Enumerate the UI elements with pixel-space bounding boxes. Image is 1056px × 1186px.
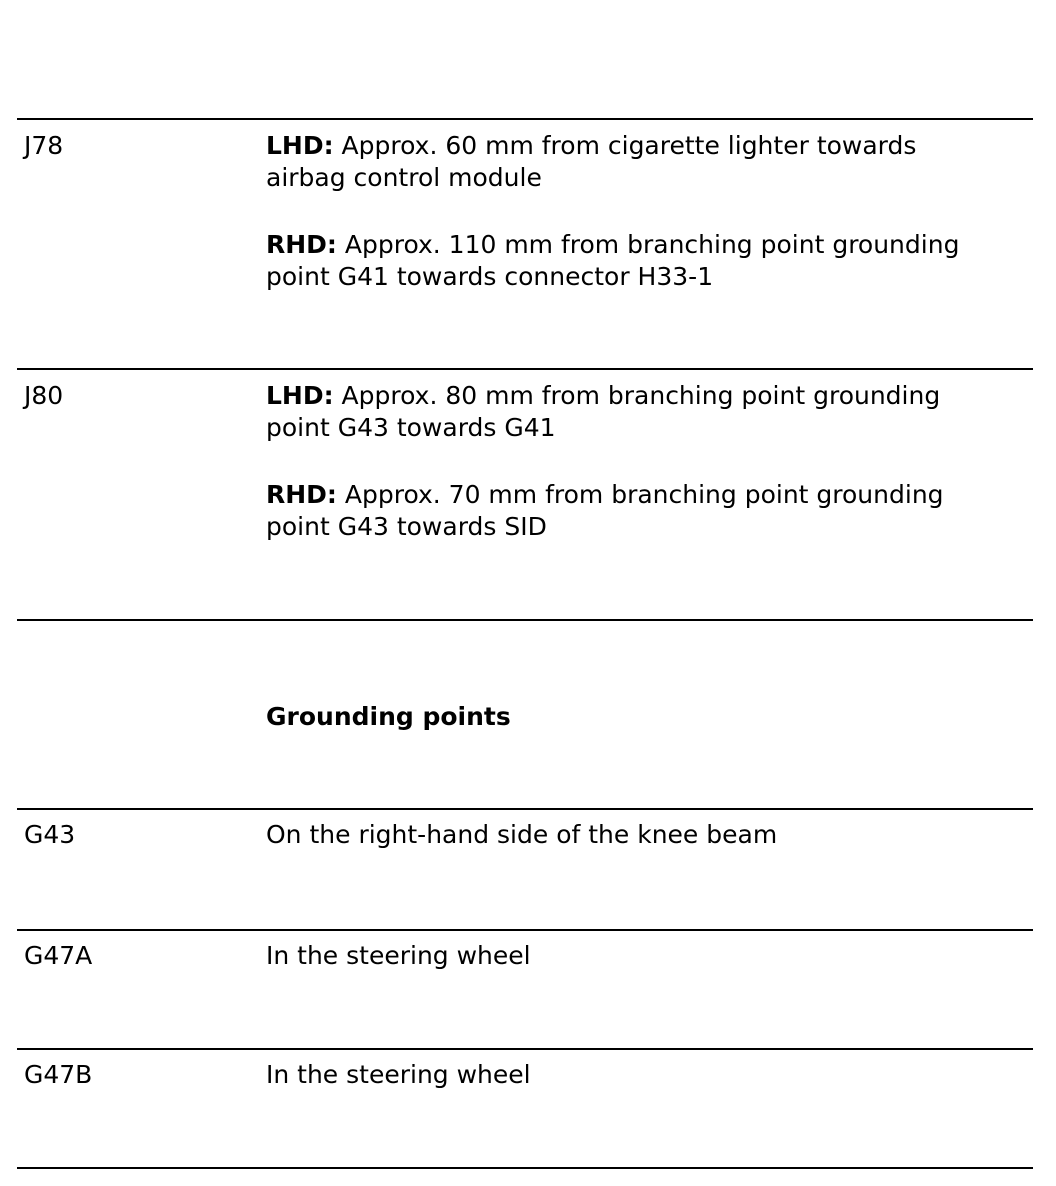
row-desc-j78-line2: airbag control module bbox=[266, 163, 542, 192]
row-id-j78: J78 bbox=[24, 131, 64, 160]
section-heading: Grounding points bbox=[266, 702, 511, 731]
table-divider bbox=[17, 1167, 1033, 1169]
grounding-desc-g47a: In the steering wheel bbox=[266, 941, 531, 970]
row-desc-j80-line1 bbox=[266, 380, 1026, 412]
table-divider bbox=[17, 619, 1033, 621]
row-desc-j78-line3 bbox=[266, 229, 1026, 261]
table-divider bbox=[17, 118, 1033, 120]
row-id-j80: J80 bbox=[24, 381, 64, 410]
lhd-text: Approx. 60 mm from cigarette lighter towards bbox=[333, 131, 917, 160]
grounding-desc-g47b: In the steering wheel bbox=[266, 1060, 531, 1089]
row-desc-j80-line4: point G43 towards SID bbox=[266, 512, 547, 541]
grounding-id-g43: G43 bbox=[24, 820, 76, 849]
rhd-text: Approx. 70 mm from branching point grounding bbox=[336, 480, 944, 509]
grounding-id-g47a: G47A bbox=[24, 941, 93, 970]
rhd-text: Approx. 110 mm from branching point grounding bbox=[336, 230, 960, 259]
row-desc-j78-line4: point G41 towards connector H33-1 bbox=[266, 262, 714, 291]
table-divider bbox=[17, 929, 1033, 931]
row-desc-j80-line2: point G43 towards G41 bbox=[266, 413, 556, 442]
grounding-id-g47b: G47B bbox=[24, 1060, 93, 1089]
table-divider bbox=[17, 1048, 1033, 1050]
rhd-label: RHD: bbox=[266, 480, 337, 509]
row-desc-j78-line1 bbox=[266, 130, 1026, 162]
table-divider bbox=[17, 368, 1033, 370]
lhd-text: Approx. 80 mm from branching point grounding bbox=[333, 381, 941, 410]
grounding-desc-g43: On the right-hand side of the knee beam bbox=[266, 820, 778, 849]
rhd-label: RHD: bbox=[266, 230, 337, 259]
lhd-label: LHD: bbox=[266, 131, 334, 160]
lhd-label: LHD: bbox=[266, 381, 334, 410]
table-divider bbox=[17, 808, 1033, 810]
row-desc-j80-line3 bbox=[266, 479, 1026, 511]
